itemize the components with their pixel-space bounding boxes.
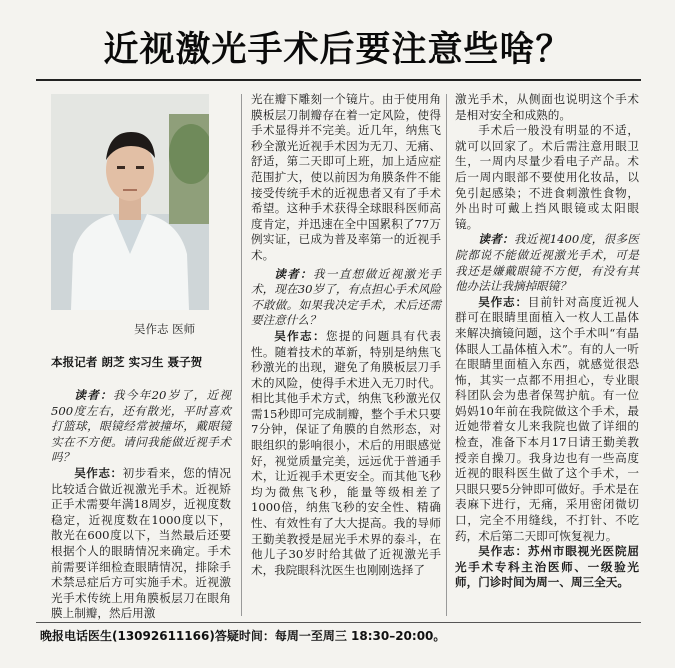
doctor-answer-1: 吴作志：初步看来，您的情况比较适合做近视激光手术。近视矫正手术需要年满18周岁，近视度数稳定，近视度数在1000度以下，散光在600度以下，当然最后还要根据个人的眼睛情况来确定。手术前需要详细检查眼睛情况，排除手术禁忌症后方可实施手术。近视激光手术传统上用角膜板层刀在眼角膜上制瓣，然后用激 [51,465,231,621]
speaker-label: 读者： [74,388,113,402]
doctor-portrait-image [51,94,209,310]
post-op-advice: 手术后一般没有明显的不适，就可以回家了。术后需注意用眼卫生，一周内尽量少看电子产品。术后一周内眼部不要使用化妆品，以免引起感染；不进食刺激性食物，外出时可戴上挡风眼镜或太阳眼镜。 [455,123,639,231]
doctor-answer-2-cont: 激光手术，从侧面也说明这个手术是相对安全和成熟的。 [455,92,639,122]
speaker-label: 吴作志： [74,465,123,480]
article-title: 近视激光手术后要注意些啥？ [103,30,572,70]
doctor-answer-1-cont: 光在瓣下雕刻一个镜片。由于使用角膜板层刀制瓣存在着一定风险，使得手术显得并不完美。近几年，纳焦飞秒全激光近视手术因为无刀、无痛、舒适，第二天即可上班，加上适应症范围扩大，使以前因为角膜条件不能接受传统手术的近视患者又有了手术希望。这种手术获得全球眼科医师高度肯定，并迅速在全中国累积了77万例实证，已成为普及率第一的近视手术。 [251,92,441,262]
reader-question-2: 读者：我一直想做近视激光手术，现在30岁了，有点担心手术风险不敢做。如果我决定手术，术后还需要注意什么？ [251,266,441,328]
speaker-label: 吴作志： [274,328,326,343]
photo-caption: 吴作志 医师 [134,322,196,336]
reporters-line: 本报记者 朗芝 实习生 聂子贺 [51,355,203,369]
doctor-photo [51,94,209,310]
column-divider [446,94,447,616]
footer-hotline: 晚报电话医生(13092611166)答疑时间：每周一至周三 18:30–20:00。 [40,629,446,643]
speaker-label: 读者： [274,266,313,281]
speaker-label: 读者： [478,232,514,247]
column-divider [241,94,242,616]
doctor-bio: 吴作志：苏州市眼视光医院屈光手术专科主治医师、一级验光师，门诊时间为周一、周三全天。 [455,544,639,590]
doctor-answer-2: 吴作志：您提的问题具有代表性。随着技术的革新，特别是纳焦飞秒激光的出现，避免了角膜板层刀手术的风险，使得手术进入无刀时代。相比其他手术方式，纳焦飞秒激光仅需15秒即可完成制瓣，整个手术只要7分钟，保证了角膜的自然形态，对眼组织的影响很小，术后的用眼感觉好，视觉质量完美，远远优于普通手术，让近视手术更安全。而其他飞秒均为微焦飞秒，能量等级相差了1000倍，纳焦飞秒的安全性、精确性、有效性有了大大提高。我的导师王勤美教授是屈光手术界的泰斗，在他儿子30岁时给其做了近视激光手术，我院眼科沈医生也刚刚选择了 [251,328,441,577]
reader-question-3: 读者：我近视1400度，很多医院都说不能做近视激光手术，可是我还是嫌戴眼镜不方便，有没有其他办法让我摘掉眼镜？ [455,232,639,294]
footer-rule [36,622,641,623]
reader-question-1: 读者：我今年20岁了，近视500度左右，还有散光，平时喜欢打篮球，眼镜经常被撞坏，戴眼镜实在不方便。请问我能做近视手术吗？ [51,388,231,465]
speaker-label: 吴作志： [478,294,528,309]
column-2 [251,92,441,578]
column-1 [51,388,231,622]
doctor-answer-3: 吴作志：目前针对高度近视人群可在眼睛里面植入一枚人工晶体来解决摘镜问题，这个手术叫“有晶体眼人工晶体植入术”。有的人一听在眼睛里面植入东西，就感觉很恐怖，其实一点都不用担心，专业眼科团队会为患者保驾护航。有一位妈妈10年前在我院做这个手术，最近她带着女儿来我院也做了详细的检查，准备下本月17日请王勤美教授亲自操刀。我身边也有一些高度近视的眼科医生做了这个手术，一只眼只要5分钟即可做好。手术是在表麻下进行，无痛，采用密闭微切口，完全不用缝线，不打针、不吃药，术后第二天即可恢复视力。 [455,294,639,543]
title-rule [36,79,641,81]
column-3 [455,92,639,591]
speaker-label: 吴作志： [478,544,528,559]
